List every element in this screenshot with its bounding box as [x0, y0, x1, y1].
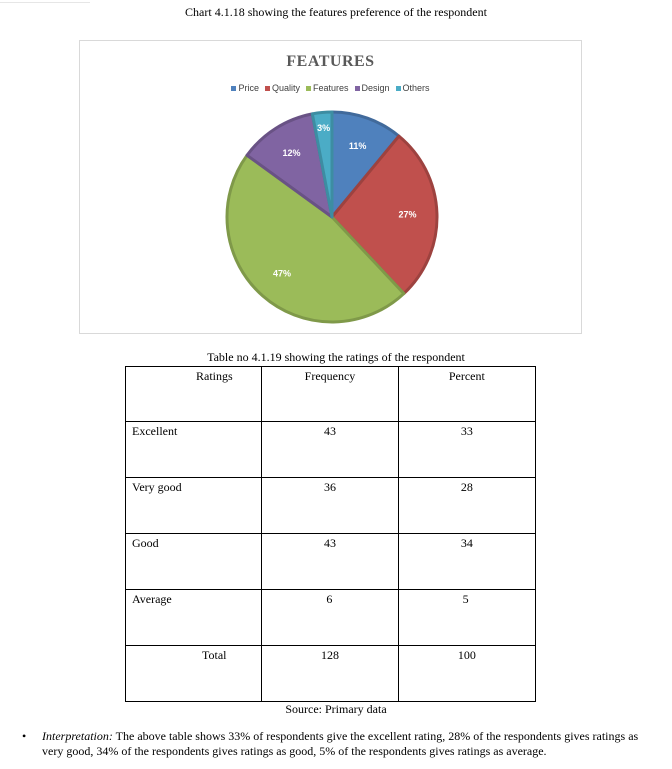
cell-percent: 33	[398, 422, 535, 478]
source-note: Source: Primary data	[285, 702, 387, 716]
total-percent: 100	[398, 646, 535, 702]
chart-title: FEATURES	[286, 53, 375, 70]
total-label: Total	[126, 646, 262, 702]
pie-label-features: 47%	[272, 268, 292, 279]
cell-percent: 34	[398, 534, 535, 590]
legend-label: Features	[312, 83, 349, 93]
pie-chart	[79, 40, 582, 334]
cell-percent: 28	[398, 478, 535, 534]
cell-frequency: 6	[262, 590, 398, 646]
header-frequency: Frequency	[262, 367, 398, 422]
table-total-row	[126, 646, 536, 702]
interpretation-body: The above table shows 33% of respondents give the excellent rating, 28% of the respondents gives ratings as very good, 34% of the respondents gives ratings as good, 5% of the respondents gives ratings as average.	[42, 729, 639, 758]
cell-frequency: 43	[262, 534, 398, 590]
total-frequency: 128	[262, 646, 398, 702]
table-row	[126, 534, 536, 590]
pie-plot	[80, 41, 583, 335]
table-row	[126, 590, 536, 646]
legend-label: Price	[238, 83, 259, 93]
cell-frequency: 43	[262, 422, 398, 478]
cell-rating: Good	[126, 534, 262, 590]
ratings-table	[125, 366, 536, 702]
chart-caption: Chart 4.1.18 showing the features preference of the respondent	[185, 5, 487, 19]
cell-rating: Very good	[126, 478, 262, 534]
header-ratings: Ratings	[126, 367, 262, 422]
pie-label-quality: 27%	[398, 209, 417, 220]
cell-frequency: 36	[262, 478, 398, 534]
legend-label: Quality	[271, 83, 300, 93]
table-caption: Table no 4.1.19 showing the ratings of the respondent	[207, 350, 465, 364]
top-divider	[0, 2, 90, 3]
table-row	[126, 478, 536, 534]
pie-label-design: 12%	[282, 148, 301, 159]
interpretation-text	[42, 729, 648, 759]
header-percent: Percent	[398, 367, 535, 422]
legend-label: Design	[361, 83, 390, 93]
table-header-row	[126, 367, 536, 422]
interpretation-label: Interpretation:	[42, 729, 113, 743]
legend-label: Others	[402, 83, 430, 93]
pie-label-price: 11%	[348, 140, 367, 151]
cell-rating: Average	[126, 590, 262, 646]
cell-percent: 5	[398, 590, 535, 646]
pie-label-others: 3%	[317, 123, 331, 134]
cell-rating: Excellent	[126, 422, 262, 478]
table-row	[126, 422, 536, 478]
bullet-point: •	[22, 729, 27, 743]
